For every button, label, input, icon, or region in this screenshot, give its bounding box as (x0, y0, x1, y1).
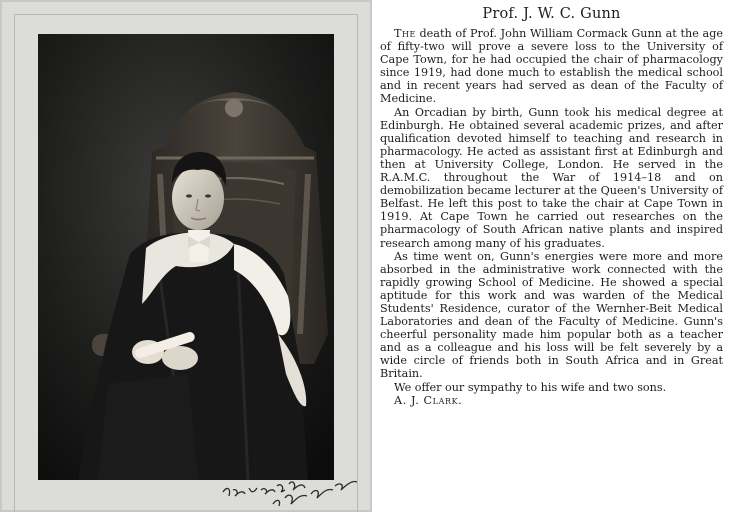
signature-script (215, 448, 365, 512)
carved-chair (92, 92, 328, 374)
paragraph-2 (380, 106, 723, 250)
paragraph-text: As time went on, Gunn's energies were more and more absorbed in the administrative work connected with the rapidly growing School of Medicine. He showed a special aptitude for this work and was warden of the Medical Students' Residence, curator of the Wernher-Beit Medical Laboratories and dean of the Faculty of Medicine. Gunn's cheerful personality made him popular both as a teacher and as a colleague and his loss will be felt severely by a wide circle of friends both in South Africa and in Great Britain. (380, 249, 723, 381)
portrait-photo (38, 34, 334, 480)
author-signature: A. J. Clark. (394, 393, 463, 407)
seated-figure (78, 152, 308, 480)
paragraph-3 (380, 250, 723, 381)
paragraph-1 (380, 27, 723, 106)
paragraph-text: An Orcadian by birth, Gunn took his medical degree at Edinburgh. He obtained several academic prizes, and after qualification devoted himself to teaching and research in pharmacology. He acted as assistant first at Edinburgh and then at University College, London. He served in the R.A.M.C. throughout the War of 1914–18 and on demobilization became lecturer at the Queen's University of Belfast. He left this post to take the chair at Cape Town in 1919. At Cape Town he carried out researches on the pharmacology of South African native plants and inspired research among many of his graduates. (380, 105, 723, 250)
paragraph-lead: The (394, 27, 416, 40)
obituary-title: Prof. J. W. C. Gunn (482, 6, 621, 22)
obituary-body (380, 27, 723, 407)
portrait-illustration (38, 34, 334, 480)
obituary-article (380, 5, 723, 507)
handwritten-signature (215, 448, 365, 512)
closing-sentence: We offer our sympathy to his wife and two sons. (394, 380, 667, 394)
paragraph-text: death of Prof. John William Cormack Gunn at the age of fifty-two will prove a severe loss to the University of Cape Town, for he had occupied the chair of pharmacology since 1919, had done much to establish the medical school and in recent years had served as dean of the Faculty of Medicine. (380, 27, 723, 106)
